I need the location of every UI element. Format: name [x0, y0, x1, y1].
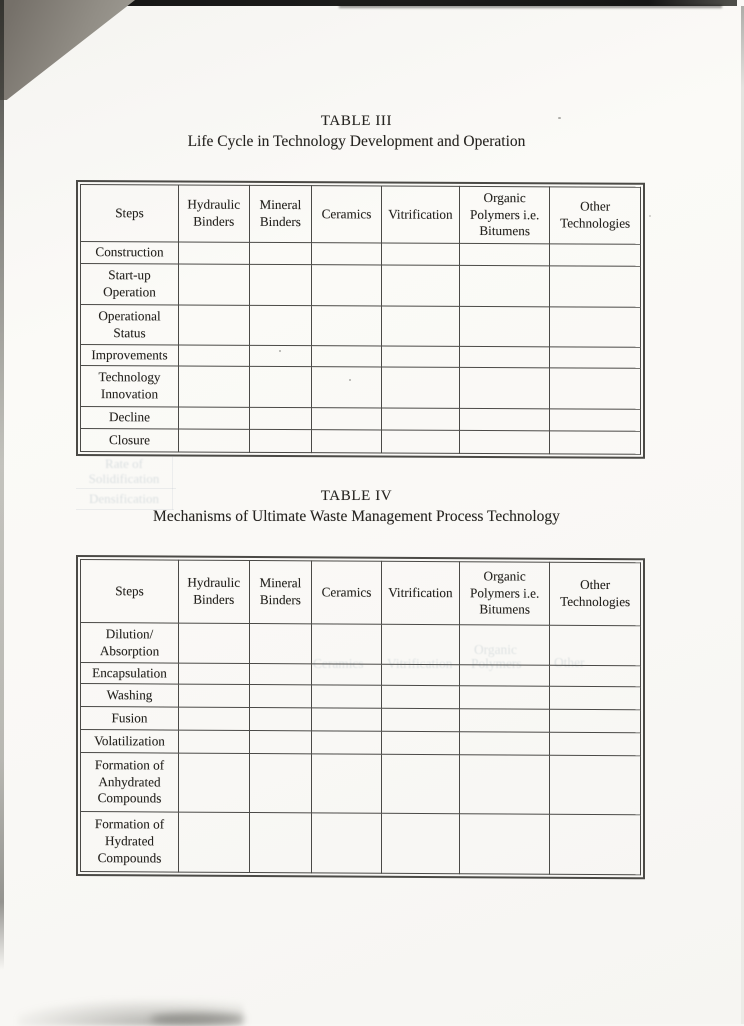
table-3-outer-border [76, 180, 645, 459]
table-row [81, 730, 641, 756]
column-header: Other Technologies [550, 562, 641, 626]
empty-data-cell [312, 243, 381, 265]
empty-data-cell [550, 368, 641, 409]
empty-data-cell [312, 813, 381, 873]
empty-data-cell [249, 812, 312, 872]
empty-data-cell [249, 663, 312, 684]
empty-data-cell [249, 242, 312, 264]
empty-data-cell [381, 813, 459, 873]
table-3 [80, 184, 641, 455]
empty-data-cell [550, 732, 641, 756]
empty-data-cell [179, 623, 250, 663]
table-4-title-block [76, 488, 637, 527]
table-3-title-block [76, 113, 637, 152]
table-4-caption: Mechanisms of Ultimate Waste Management Process Technology [153, 508, 560, 526]
column-header: Mineral Binders [249, 560, 312, 623]
empty-data-cell [381, 306, 459, 346]
column-header: Vitrification [381, 561, 459, 624]
row-label-cell: Operational Status [81, 305, 179, 345]
table-row [81, 429, 641, 455]
empty-data-cell [460, 732, 550, 756]
table-3-caption: Life Cycle in Technology Development and Operation [187, 133, 526, 151]
empty-data-cell [381, 346, 459, 367]
empty-data-cell [460, 367, 550, 408]
table-row [81, 264, 641, 308]
table-3-label: TABLE III [320, 113, 393, 129]
table-row [81, 753, 641, 815]
bleedthrough-text: Vitrification [387, 656, 453, 671]
bleedthrough-text: Polymers [471, 656, 522, 671]
empty-data-cell [460, 306, 550, 346]
empty-data-cell [179, 345, 250, 366]
row-label-cell: Fusion [81, 707, 179, 731]
empty-data-cell [312, 754, 381, 813]
empty-data-cell [381, 408, 459, 430]
empty-data-cell [312, 731, 381, 754]
bleedthrough-text: Organic [474, 642, 517, 657]
empty-data-cell [312, 708, 381, 731]
empty-data-cell [179, 812, 250, 872]
empty-data-cell [460, 430, 550, 453]
empty-data-cell [249, 407, 312, 429]
row-label-cell: Decline [81, 407, 179, 429]
empty-data-cell [249, 429, 312, 452]
row-label-cell: Formation of Anhydrated Compounds [81, 753, 179, 813]
row-label-cell: Closure [81, 429, 179, 452]
empty-data-cell [550, 347, 641, 368]
row-label-cell: Encapsulation [81, 663, 179, 685]
row-label-cell: Technology Innovation [81, 366, 179, 407]
empty-data-cell [550, 755, 641, 815]
column-header: Steps [81, 185, 179, 242]
empty-data-cell [249, 684, 312, 707]
empty-data-cell [550, 244, 641, 266]
row-label-cell: Start-up Operation [81, 264, 179, 305]
empty-data-cell [179, 242, 250, 264]
empty-data-cell [179, 366, 250, 407]
empty-data-cell [460, 686, 550, 710]
empty-data-cell [249, 366, 312, 407]
empty-data-cell [249, 730, 312, 753]
empty-data-cell [249, 305, 312, 345]
bleedthrough-text: Ceramics [313, 656, 364, 671]
empty-data-cell [460, 709, 550, 733]
empty-data-cell [179, 264, 250, 305]
empty-data-cell [460, 346, 550, 367]
empty-data-cell [312, 685, 381, 708]
empty-data-cell [179, 684, 250, 707]
empty-data-cell [460, 814, 550, 875]
column-header: Other Technologies [550, 187, 641, 244]
empty-data-cell [179, 305, 250, 345]
table-row [81, 407, 641, 432]
table-row [81, 684, 641, 710]
empty-data-cell [179, 753, 250, 812]
empty-data-cell [249, 264, 312, 305]
empty-data-cell [312, 408, 381, 430]
column-header: Hydraulic Binders [179, 560, 250, 623]
empty-data-cell [179, 663, 250, 684]
scan-speck [649, 215, 651, 217]
empty-data-cell [381, 367, 459, 408]
empty-data-cell [550, 686, 641, 710]
empty-data-cell [381, 708, 459, 731]
header-row [81, 185, 641, 245]
row-label-cell: Improvements [81, 345, 179, 366]
empty-data-cell [249, 623, 312, 663]
bleedthrough-text: Other [554, 655, 585, 670]
table-4 [80, 559, 641, 875]
empty-data-cell [381, 754, 459, 813]
empty-data-cell [312, 265, 381, 306]
empty-data-cell [381, 243, 459, 265]
empty-data-cell [460, 408, 550, 430]
table-row [81, 707, 641, 733]
empty-data-cell [249, 753, 312, 812]
empty-data-cell [460, 755, 550, 815]
scan-corner-fold-shadow [0, 0, 135, 100]
table-4-label: TABLE IV [320, 488, 393, 504]
empty-data-cell [460, 265, 550, 306]
empty-data-cell [312, 367, 381, 408]
empty-data-cell [550, 266, 641, 307]
empty-data-cell [550, 409, 641, 431]
empty-data-cell [312, 430, 381, 453]
empty-data-cell [550, 431, 641, 454]
table-row [81, 242, 641, 267]
row-label-cell: Formation of Hydrated Compounds [81, 812, 179, 873]
empty-data-cell [550, 814, 641, 875]
row-label-cell: Washing [81, 684, 179, 708]
bleedthrough-text: Rate of Solidification [88, 456, 160, 487]
row-label-cell: Construction [81, 242, 179, 264]
empty-data-cell [249, 707, 312, 730]
empty-data-cell [381, 265, 459, 306]
empty-data-cell [179, 707, 250, 730]
column-header: Vitrification [381, 186, 459, 243]
empty-data-cell [179, 407, 250, 429]
column-header: Organic Polymers i.e. Bitumens [460, 562, 550, 626]
table-row [81, 366, 641, 410]
column-header: Hydraulic Binders [179, 185, 250, 242]
table-row [81, 812, 641, 875]
table-4-outer-border [76, 555, 645, 879]
row-label-cell: Volatilization [81, 730, 179, 754]
empty-data-cell [381, 731, 459, 754]
empty-data-cell [550, 307, 641, 347]
column-header: Organic Polymers i.e. Bitumens [460, 186, 550, 243]
column-header: Ceramics [312, 186, 381, 243]
row-label-cell: Dilution/ Absorption [81, 623, 179, 664]
empty-data-cell [312, 346, 381, 367]
empty-data-cell [249, 345, 312, 366]
table-row [81, 345, 641, 369]
header-row [81, 560, 641, 626]
column-header: Ceramics [312, 561, 381, 624]
empty-data-cell [381, 685, 459, 708]
empty-data-cell [179, 730, 250, 753]
scan-left-edge-shadow [0, 0, 4, 970]
empty-data-cell [312, 306, 381, 346]
column-header: Steps [81, 560, 179, 624]
empty-data-cell [179, 429, 250, 452]
empty-data-cell [550, 709, 641, 733]
empty-data-cell [460, 243, 550, 265]
scan-bottom-smudge-core [150, 1013, 245, 1025]
bleedthrough-text: Densification [88, 491, 160, 506]
table-row [81, 305, 641, 348]
empty-data-cell [381, 430, 459, 453]
column-header: Mineral Binders [249, 185, 312, 242]
